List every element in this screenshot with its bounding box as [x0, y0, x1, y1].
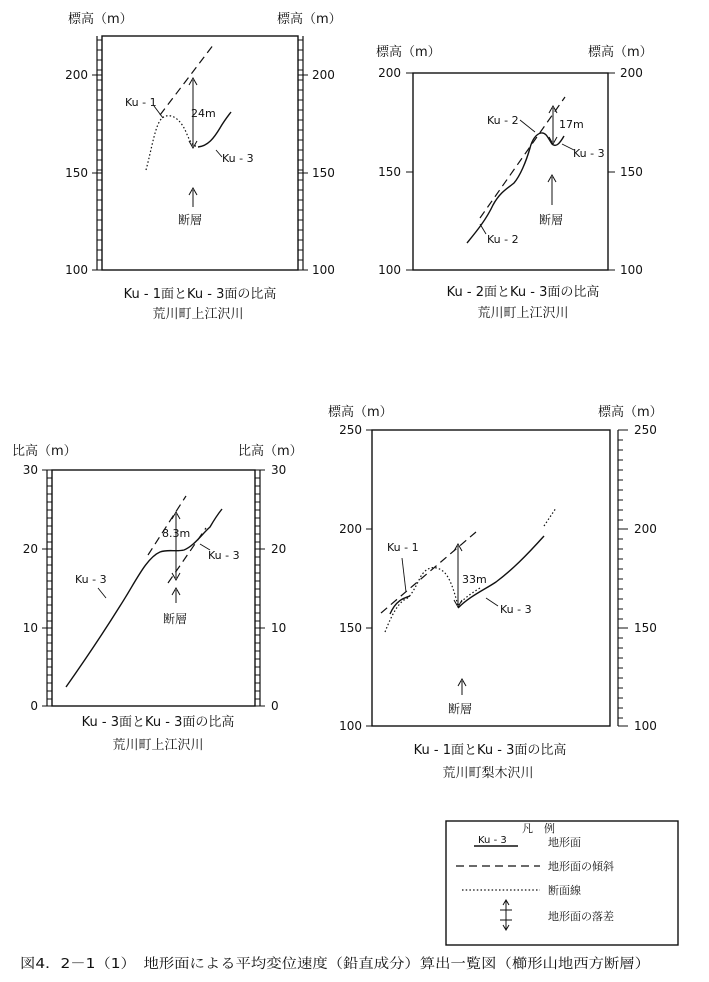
panel-4-right-axis [618, 430, 628, 726]
panel-4-caption-2: 荒川町梨木沢川 [442, 766, 534, 781]
legend [446, 821, 678, 945]
legend-title: 凡 例 [522, 822, 555, 835]
panel-2-ylabel-right: 標高（m） [588, 45, 653, 60]
panel-1 [65, 11, 342, 322]
panel-2-fault-label: 断層 [539, 213, 564, 227]
legend-item-offset: 地形面の落差 [548, 910, 614, 923]
panel-2-tick-left-100: 100 [378, 263, 401, 277]
panel-4-ku3-surface [458, 536, 544, 608]
panel-4-tick-right-200: 200 [634, 522, 657, 536]
panel-4-fault-arrow [458, 679, 466, 695]
panel-4-ku3-leader [486, 598, 498, 606]
panel-4-left-axis [366, 430, 372, 726]
panel-2-offset-arrow [549, 106, 557, 144]
panel-1-tick-left-100: 100 [65, 263, 88, 277]
legend-offset-sample [500, 900, 512, 930]
panel-1-tick-right-100: 100 [312, 263, 335, 277]
panel-2-tick-left-200: 200 [378, 66, 401, 80]
panel-4-label-ku1: Ku - 1 [387, 541, 419, 554]
panel-3-caption-2: 荒川町上江沢川 [112, 738, 204, 753]
panel-3-tick-left-0: 0 [30, 699, 38, 713]
panel-1-ylabel-left: 標高（m） [68, 12, 133, 27]
panel-4-tick-left-150: 150 [339, 621, 362, 635]
panel-1-caption-2: 荒川町上江沢川 [152, 307, 244, 322]
panel-4-tick-right-100: 100 [634, 719, 657, 733]
panel-3-offset-arrow [172, 512, 180, 580]
panel-3-tick-left-20: 20 [22, 542, 38, 556]
panel-4-ylabel-left: 標高（m） [328, 405, 393, 420]
panel-3-ku3-surface [66, 509, 222, 687]
legend-item-surface: 地形面 [548, 836, 581, 849]
panel-3-label-ku3-left: Ku - 3 [75, 573, 107, 586]
panel-1-tick-left-200: 200 [65, 68, 88, 82]
panel-4-offset-label: 33m [462, 573, 487, 586]
panel-2-label-ku2-lower: Ku - 2 [487, 233, 519, 246]
panel-4-tick-right-250: 250 [634, 423, 657, 437]
panel-2-tick-right-100: 100 [620, 263, 643, 277]
panel-2-label-ku3: Ku - 3 [573, 147, 605, 160]
panel-3-fault-label: 断層 [163, 612, 188, 626]
panel-4-label-ku3: Ku - 3 [500, 603, 532, 616]
panel-4 [328, 404, 663, 781]
panel-3-tick-right-10: 10 [271, 621, 287, 635]
panel-2-ku2-leader-upper [520, 120, 535, 132]
panel-2-tick-left-150: 150 [378, 165, 401, 179]
panel-2-caption-2: 荒川町上江沢川 [477, 306, 569, 321]
panel-4-caption-1: Ku - 1面とKu - 3面の比高 [413, 743, 567, 758]
panel-2-offset-label: 17m [559, 118, 584, 131]
panel-3-tick-right-30: 30 [271, 463, 287, 477]
panel-2-ku2-leader-lower [480, 224, 486, 234]
legend-item-section: 断面線 [548, 884, 581, 897]
panel-2-right-axis [608, 73, 615, 270]
panel-2-label-ku2-upper: Ku - 2 [487, 114, 519, 127]
panel-3-ylabel-left: 比高（m） [12, 444, 77, 459]
panel-1-tick-left-150: 150 [65, 166, 88, 180]
panel-1-section-line [146, 116, 196, 170]
panel-1-tick-right-200: 200 [312, 68, 335, 82]
panel-1-caption-1: Ku - 1面とKu - 3面の比高 [123, 287, 277, 302]
panel-2-tick-right-200: 200 [620, 66, 643, 80]
panel-1-fault-label: 断層 [178, 213, 203, 227]
panel-4-frame [372, 430, 610, 726]
panel-1-right-axis [298, 36, 308, 270]
legend-sample-label: Ku - 3 [478, 835, 507, 846]
panel-1-slope-line [160, 44, 214, 115]
legend-item-slope: 地形面の傾斜 [548, 860, 614, 873]
panel-2-caption-1: Ku - 2面とKu - 3面の比高 [446, 285, 600, 300]
panel-4-ylabel-right: 標高（m） [598, 405, 663, 420]
panel-3-right-axis [255, 470, 265, 706]
panel-1-offset-label: 24m [191, 107, 216, 120]
panel-3-tick-right-0: 0 [271, 699, 279, 713]
figure-caption: 図4．2－1（1） 地形面による平均変位速度（鉛直成分）算出一覧図（櫛形山地西方断層） [20, 956, 575, 972]
panel-3-tick-left-30: 30 [22, 463, 38, 477]
panel-1-tick-right-150: 150 [312, 166, 335, 180]
panel-3-slope-line-upper [148, 496, 186, 555]
panel-3-tick-left-10: 10 [22, 621, 38, 635]
panel-1-label-ku1: Ku - 1 [125, 96, 157, 109]
panel-2-tick-right-150: 150 [620, 165, 643, 179]
panel-4-tick-left-200: 200 [339, 522, 362, 536]
panel-1-fault-arrow [189, 188, 197, 207]
panel-3-label-ku3-right: Ku - 3 [208, 549, 240, 562]
panel-4-tick-right-150: 150 [634, 621, 657, 635]
panel-3-frame [52, 470, 255, 706]
panel-2-fault-arrow [548, 175, 556, 205]
panel-3-caption-1: Ku - 3面とKu - 3面の比高 [81, 715, 235, 730]
panel-3-fault-arrow [172, 588, 180, 603]
panel-1-ylabel-right: 標高（m） [277, 12, 342, 27]
panel-4-fault-label: 断層 [448, 702, 473, 716]
panel-1-label-ku3: Ku - 3 [222, 152, 254, 165]
panel-3 [12, 443, 303, 753]
panel-2 [376, 44, 653, 321]
panel-1-frame [102, 36, 298, 270]
panel-2-ylabel-left: 標高（m） [376, 45, 441, 60]
panel-2-left-axis [406, 73, 413, 270]
panel-3-left-axis [42, 470, 52, 706]
panel-3-tick-right-20: 20 [271, 542, 287, 556]
panel-3-ku3-leader-left [98, 588, 106, 598]
panel-4-tick-left-100: 100 [339, 719, 362, 733]
panel-4-tick-left-250: 250 [339, 423, 362, 437]
panel-3-ylabel-right: 比高（m） [238, 444, 303, 459]
panel-1-left-axis [92, 36, 102, 270]
panel-3-offset-label: 8.3m [162, 527, 191, 540]
panel-4-ku1-leader [402, 558, 406, 592]
